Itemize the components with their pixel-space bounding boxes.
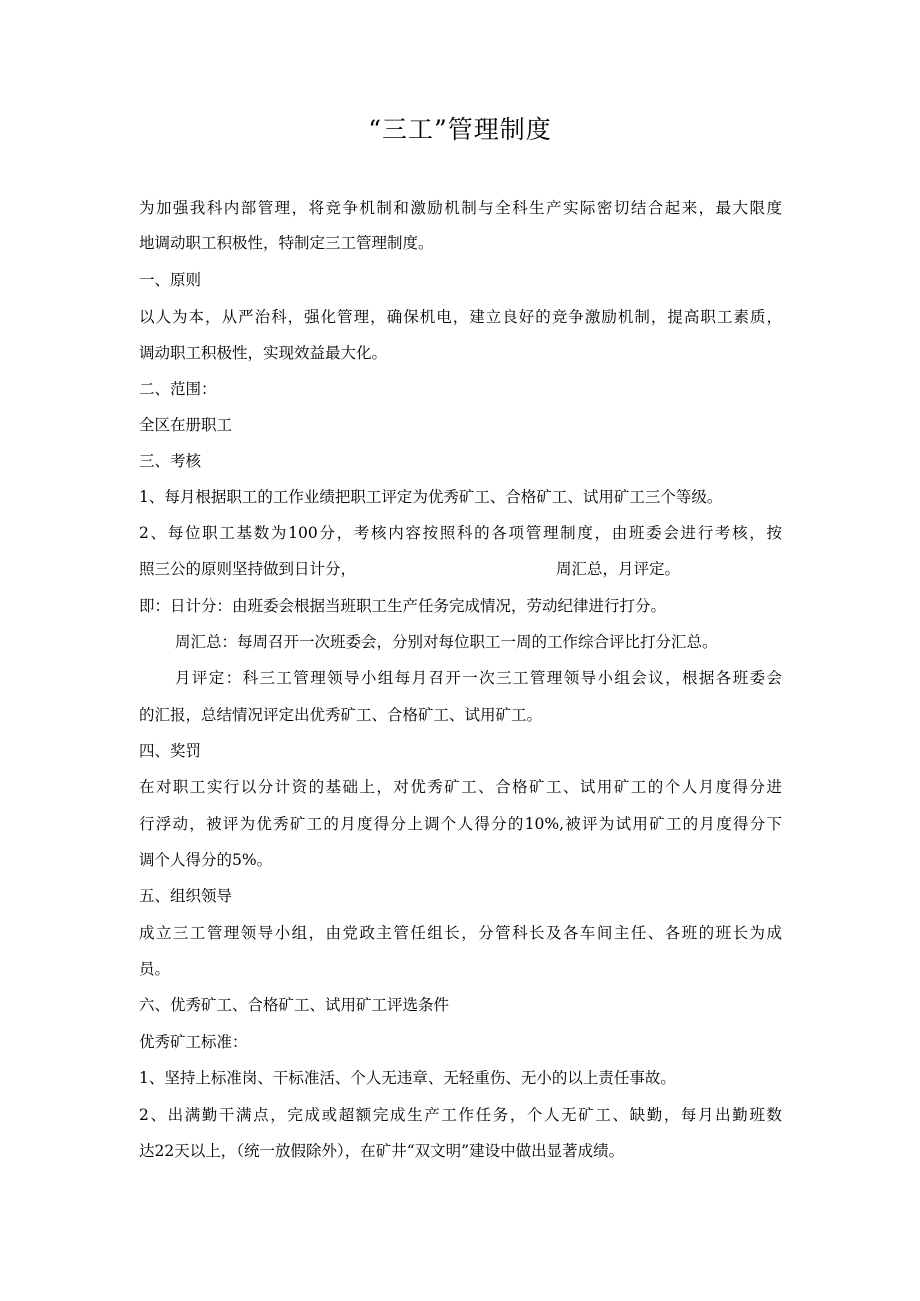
section-3-item-2-daily: 照三公的原则坚持做到日计分， [139, 560, 357, 578]
section-4-body-line-3: 调个人得分的5%。 [139, 851, 273, 869]
section-3-item-2-weekly-monthly: 周汇总，月评定。 [556, 560, 681, 578]
section-6-item-2-line-2: 达22天以上，（统一放假除外），在矿井“双文明”建设中做出显著成绩。 [139, 1142, 625, 1160]
section-4-body-line-2: 行浮动，被评为优秀矿工的月度得分上调个人得分的10%,被评为试用矿工的月度得分下 [139, 815, 782, 833]
section-1-heading: 一、原则 [139, 271, 202, 289]
section-5-body-line-2: 员。 [139, 960, 171, 978]
section-6-subheading: 优秀矿工标准： [139, 1033, 248, 1051]
section-6-item-1: 1、坚持上标准岗、干标准活、个人无违章、无轻重伤、无小的以上责任事故。 [139, 1069, 676, 1087]
section-3-monthly-line-1: 月评定：科三工管理领导小组每月召开一次三工管理领导小组会议，根据各班委会 [175, 669, 782, 687]
section-2-body: 全区在册职工 [139, 416, 233, 434]
section-5-body-line-1: 成立三工管理领导小组，由党政主管任组长，分管科长及各车间主任、各班的班长为成 [139, 924, 782, 942]
section-3-monthly-line-2: 的汇报，总结情况评定出优秀矿工、合格矿工、试用矿工。 [139, 706, 543, 724]
section-3-item-2-line-1: 2、每位职工基数为100分，考核内容按照科的各项管理制度，由班委会进行考核，按 [139, 524, 782, 542]
section-3-item-2-line-2 [139, 557, 680, 581]
section-5-heading: 五、组织领导 [139, 887, 233, 905]
section-6-item-2-line-1: 2、出满勤干满点，完成或超额完成生产工作任务，个人无矿工、缺勤，每月出勤班数 [139, 1106, 782, 1124]
section-4-body-line-1: 在对职工实行以分计资的基础上，对优秀矿工、合格矿工、试用矿工的个人月度得分进 [139, 778, 782, 796]
section-3-daily-score: 即：日计分：由班委会根据当班职工生产任务完成情况，劳动纪律进行打分。 [139, 597, 667, 615]
section-3-weekly-summary: 周汇总：每周召开一次班委会，分别对每位职工一周的工作综合评比打分汇总。 [175, 633, 718, 651]
document-title: “三工”管理制度 [368, 115, 552, 144]
section-4-heading: 四、奖罚 [139, 742, 202, 760]
intro-line-1: 为加强我科内部管理，将竞争机制和激励机制与全科生产实际密切结合起来，最大限度 [139, 199, 782, 217]
section-2-heading: 二、范围： [139, 380, 217, 398]
section-6-heading: 六、优秀矿工、合格矿工、试用矿工评选条件 [139, 996, 450, 1014]
intro-line-2: 地调动职工积极性，特制定三工管理制度。 [139, 234, 434, 252]
section-3-heading: 三、考核 [139, 452, 202, 470]
section-3-item-1: 1、每月根据职工的工作业绩把职工评定为优秀矿工、合格矿工、试用矿工三个等级。 [139, 488, 723, 506]
section-1-body-line-1: 以人为本，从严治科，强化管理，确保机电，建立良好的竞争激励机制，提高职工素质， [139, 308, 782, 326]
section-1-body-line-2: 调动职工积极性，实现效益最大化。 [139, 344, 388, 362]
